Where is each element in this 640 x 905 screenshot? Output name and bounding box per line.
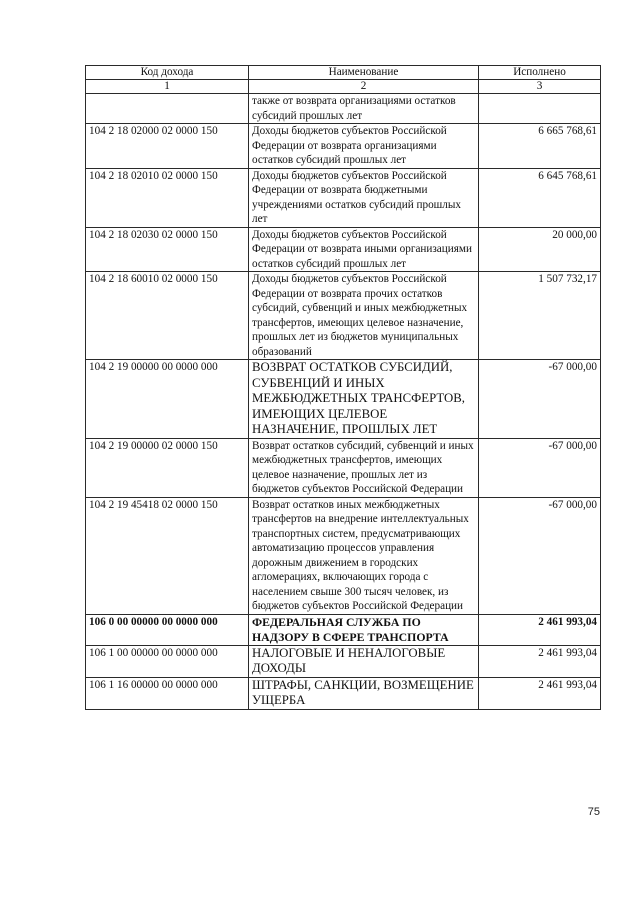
header-name: Наименование <box>249 66 479 80</box>
income-code-cell: 106 0 00 00000 00 0000 000 <box>86 614 249 645</box>
name-cell: Возврат остатков иных межбюджетных трансфертов на внедрение интеллектуальных транспортных систем, предусматривающих автоматизацию процессов управления дорожным движением в городских агломерациях, включающих города с населением свыше 300 тысяч человек, из бюджетов субъектов Российской Федерации <box>249 497 479 614</box>
income-code-cell: 106 1 16 00000 00 0000 000 <box>86 677 249 709</box>
header-executed: Исполнено <box>479 66 601 80</box>
amount-cell: 1 507 732,17 <box>479 272 601 360</box>
revenue-table <box>85 65 601 710</box>
table-row <box>86 272 601 360</box>
page-number: 75 <box>587 806 600 818</box>
income-code-cell: 104 2 18 02000 02 0000 150 <box>86 124 249 169</box>
column-number: 1 <box>86 80 249 94</box>
name-cell: Доходы бюджетов субъектов Российской Федерации от возврата организациями остатков субсидий прошлых лет <box>249 124 479 169</box>
name-cell: также от возврата организациями остатков субсидий прошлых лет <box>249 94 479 124</box>
amount-cell: 6 665 768,61 <box>479 124 601 169</box>
table-row <box>86 94 601 124</box>
amount-cell: -67 000,00 <box>479 497 601 614</box>
header-income-code: Код дохода <box>86 66 249 80</box>
name-cell: ВОЗВРАТ ОСТАТКОВ СУБСИДИЙ, СУБВЕНЦИЙ И ИНЫХ МЕЖБЮДЖЕТНЫХ ТРАНСФЕРТОВ, ИМЕЮЩИХ ЦЕЛЕВОЕ НАЗНАЧЕНИЕ, ПРОШЛЫХ ЛЕТ <box>249 360 479 439</box>
income-code-cell: 104 2 19 45418 02 0000 150 <box>86 497 249 614</box>
table-row <box>86 677 601 709</box>
column-number-row <box>86 80 601 94</box>
column-number: 3 <box>479 80 601 94</box>
name-cell: ФЕДЕРАЛЬНАЯ СЛУЖБА ПО НАДЗОРУ В СФЕРЕ ТРАНСПОРТА <box>249 614 479 645</box>
table-body <box>86 94 601 710</box>
income-code-cell: 106 1 00 00000 00 0000 000 <box>86 645 249 677</box>
amount-cell: 20 000,00 <box>479 227 601 272</box>
table-row <box>86 497 601 614</box>
income-code-cell: 104 2 19 00000 02 0000 150 <box>86 438 249 497</box>
amount-cell: -67 000,00 <box>479 360 601 439</box>
name-cell: НАЛОГОВЫЕ И НЕНАЛОГОВЫЕ ДОХОДЫ <box>249 645 479 677</box>
income-code-cell: 104 2 18 02010 02 0000 150 <box>86 168 249 227</box>
income-code-cell: 104 2 18 60010 02 0000 150 <box>86 272 249 360</box>
table-row <box>86 614 601 645</box>
table-row <box>86 124 601 169</box>
amount-cell: 6 645 768,61 <box>479 168 601 227</box>
table-row <box>86 227 601 272</box>
table-header-row <box>86 66 601 80</box>
table-row <box>86 438 601 497</box>
table-row <box>86 168 601 227</box>
amount-cell: 2 461 993,04 <box>479 677 601 709</box>
income-code-cell: 104 2 19 00000 00 0000 000 <box>86 360 249 439</box>
amount-cell <box>479 94 601 124</box>
name-cell: Доходы бюджетов субъектов Российской Федерации от возврата иными организациями остатков субсидий прошлых лет <box>249 227 479 272</box>
amount-cell: 2 461 993,04 <box>479 645 601 677</box>
amount-cell: -67 000,00 <box>479 438 601 497</box>
name-cell: Возврат остатков субсидий, субвенций и иных межбюджетных трансфертов, имеющих целевое назначение, прошлых лет из бюджетов субъектов Российской Федерации <box>249 438 479 497</box>
name-cell: ШТРАФЫ, САНКЦИИ, ВОЗМЕЩЕНИЕ УЩЕРБА <box>249 677 479 709</box>
income-code-cell <box>86 94 249 124</box>
table-row <box>86 645 601 677</box>
income-code-cell: 104 2 18 02030 02 0000 150 <box>86 227 249 272</box>
name-cell: Доходы бюджетов субъектов Российской Федерации от возврата бюджетными учреждениями остатков субсидий прошлых лет <box>249 168 479 227</box>
name-cell: Доходы бюджетов субъектов Российской Федерации от возврата прочих остатков субсидий, субвенций и иных межбюджетных трансфертов, имеющих целевое назначение, прошлых лет из бюджетов муниципальных образований <box>249 272 479 360</box>
column-number: 2 <box>249 80 479 94</box>
table-row <box>86 360 601 439</box>
amount-cell: 2 461 993,04 <box>479 614 601 645</box>
